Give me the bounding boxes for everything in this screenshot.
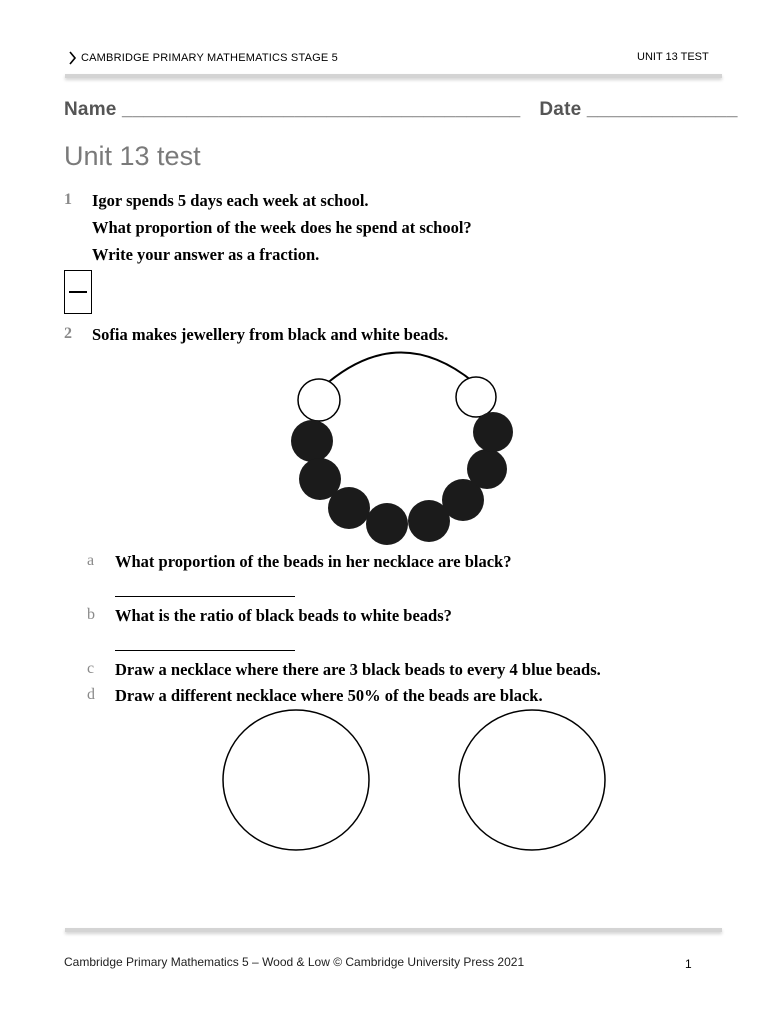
- drawing-circle-right: [459, 710, 605, 850]
- necklace-illustration: [285, 345, 517, 545]
- name-date-row: [64, 99, 738, 121]
- footer-divider: [65, 928, 722, 932]
- name-label: Name: [64, 99, 117, 120]
- part-letter: b: [87, 606, 95, 623]
- drawing-circles: [215, 705, 615, 855]
- part-letter: c: [87, 660, 95, 677]
- chevron-right-icon: [68, 51, 77, 65]
- part-d-text: Draw a different necklace where 50% of the beads are black.: [115, 686, 543, 705]
- date-label: Date: [539, 99, 582, 120]
- fraction-answer-box[interactable]: [64, 270, 92, 314]
- running-header: [68, 51, 338, 65]
- header-divider: [65, 74, 722, 78]
- question-1-line-3: Write your answer as a fraction.: [92, 245, 320, 264]
- date-blank[interactable]: ______________: [586, 99, 738, 120]
- question-number: 1: [64, 191, 72, 208]
- question-2-intro: Sofia makes jewellery from black and white beads.: [92, 325, 449, 344]
- part-b-text: What is the ratio of black beads to white beads?: [115, 606, 452, 625]
- black-bead: [328, 487, 370, 529]
- question-number: 2: [64, 325, 72, 342]
- white-bead: [298, 379, 340, 421]
- footer-credit: Cambridge Primary Mathematics 5 – Wood & Low © Cambridge University Press 2021: [64, 955, 525, 969]
- part-a-text: What proportion of the beads in her necklace are black?: [115, 552, 512, 571]
- header-unit-label: UNIT 13 TEST: [637, 51, 709, 63]
- black-bead: [467, 449, 507, 489]
- black-bead: [366, 503, 408, 545]
- black-bead: [291, 420, 333, 462]
- header-series-title: CAMBRIDGE PRIMARY MATHEMATICS STAGE 5: [81, 52, 338, 64]
- name-blank[interactable]: _____________________________________: [122, 99, 521, 120]
- page-title: Unit 13 test: [64, 141, 201, 171]
- question-1-line-1: Igor spends 5 days each week at school.: [92, 191, 369, 210]
- part-a-answer-line[interactable]: [115, 596, 295, 597]
- page-number: 1: [685, 957, 692, 971]
- black-bead: [473, 412, 513, 452]
- drawing-circle-left: [223, 710, 369, 850]
- part-b-answer-line[interactable]: [115, 650, 295, 651]
- fraction-bar: [69, 291, 87, 293]
- necklace-string: [325, 353, 477, 386]
- question-1-line-2: What proportion of the week does he spend at school?: [92, 218, 472, 237]
- white-bead: [456, 377, 496, 417]
- part-letter: d: [87, 686, 95, 703]
- part-letter: a: [87, 552, 95, 569]
- part-c-text: Draw a necklace where there are 3 black beads to every 4 blue beads.: [115, 660, 601, 679]
